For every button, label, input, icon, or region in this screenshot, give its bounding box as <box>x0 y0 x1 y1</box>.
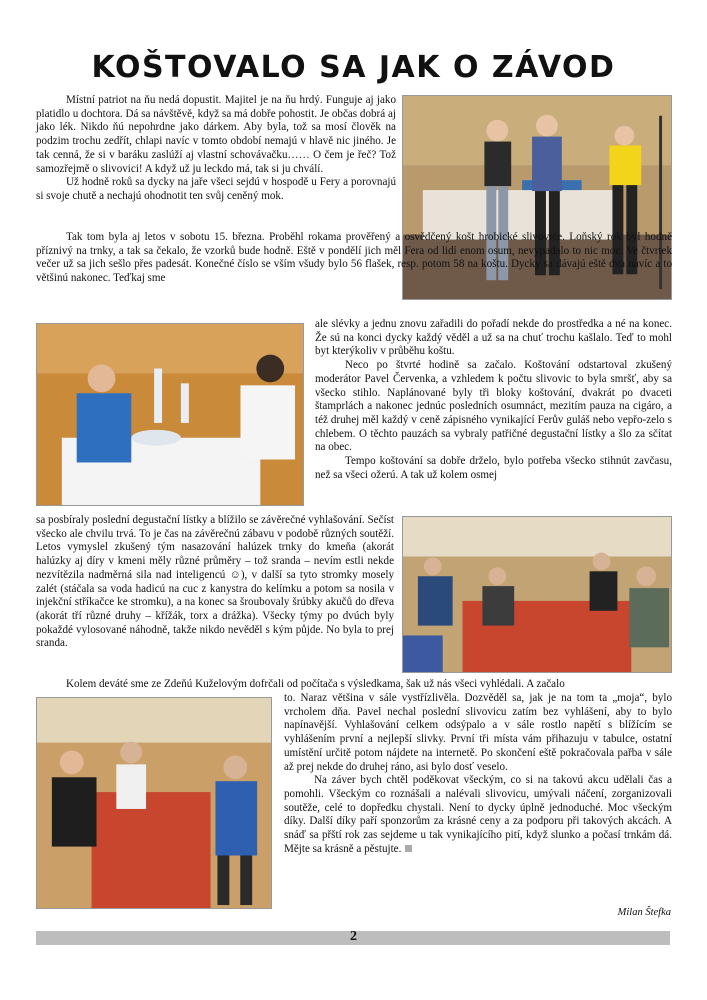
text-block-f <box>284 692 672 856</box>
photo-tasting-table <box>36 323 304 506</box>
text-block-e <box>36 678 672 692</box>
paragraph <box>284 774 672 856</box>
end-mark-icon <box>405 845 412 852</box>
text-block-d <box>36 514 394 651</box>
text-block-a <box>36 94 396 204</box>
paragraph: Tak tom byla aj letos v sobotu 15. března. Proběhl rokama prověřený a osvědčený košt hrobické slivovice. Loňský rok byl hodně příznivý na trnky, a tak sa čekalo, že vzorků bude hodně. Eště v pondělí jich měl Fera od lidí enom osum, nevypadalo to nic moc. Ve čtvrtek večer už sa jich sešlo přes padesát. Konečné číslo se vším všudy bylo 56 flašek, resp. potom 58 na koštu. Dycky sa dávajú eště dva navíc a to většinú nakonec. Teďkaj sme <box>36 231 672 285</box>
paragraph: Neco po štvrté hodině sa začalo. Koštování odstartoval zkušený moderátor Pavel Červenka, a vzhledem k počtu slivovic to byla smršť, aby sa všecko stihlo. Naplánované byly tři bloky koštování, dvakrát po dvaceti štamprlách a nakonec jednúc posledních osumnáct, mezitím pauza na cigáro, a též druhej měl každý v ceně zápisného vynikající Ferův guláš nebo vepřo-zelo s chlebem. O těchto pauzách sa vybraly patřičné degustační lístky a šlo za sčítat na obec. <box>315 359 672 454</box>
paragraph: Tempo koštování sa dobře drželo, bylo potřeba všecko stihnút zavčasu, než sa všeci ožerú. A tak už kolem osmej <box>315 455 672 481</box>
text-block-c <box>315 318 672 482</box>
paragraph: to. Naraz většina v sále vystřízlivěla. Dozvěděl sa, jak je na tom ta „moja“, bylo vrcholem dňa. Pavel nechal poslední slivovicu zatím bez vyhlášení, aby to bylo napínavější. Vyhlašování celkem odsýpalo a v sále rostlo napětí s blížícím se vyhlášením první a nejlepší slivky. První tři místa vám přihazuju v tabulce, ostatní umístění určitě potom nájdete na internetě. Po skončení eště pokračovala pařba v sále až prej nekde do druhej ráno, asi bylo dosť veselo. <box>284 692 672 773</box>
paragraph: Kolem deváté sme ze Zdeňú Kuželovým dofrčali od počítača s výsledkama, šak už nás všeci vyhlédali. A začalo <box>66 678 565 690</box>
paragraph: Místní patriot na ňu nedá dopustit. Majitel je na ňu hrdý. Funguje aj jako platidlo u dochtora. Dá sa návštěvě, když sa má dobře pohostit. Je občas dobrá aj jako lék. Nikdo ňú nepohrdne jako dárkem. Aby byla, tož sa mosí člověk na podzim trochu zedřít, chlapi navíc v tomto období nemajú v hlavě nic jiného. Je tak cenná, že si v baráku zaslúží aj vlastní schovávačku…… O čem je řeč? Tož samozřejmě o slivovici! A když už ju leckdo má, tak si ju chválí. <box>36 94 396 175</box>
paragraph: Už hodně roků sa dycky na jaře všeci sejdú v hospodě u Fery a porovnajú si svoje chutě a nechajú ohodnotit ten svůj ceněný mok. <box>36 176 396 202</box>
article-title: KOŠTOVALO SA JAK O ZÁVOD <box>91 50 616 85</box>
page-number: 2 <box>350 929 357 944</box>
text-block-b <box>36 231 672 286</box>
paragraph: ale slévky a jednu znovu zařadili do pořadí nekde do prostředka a né na konec. Že sú na konci dycky každý věděl a už sa na chuť trochu kašlalo. Teď to mohl byt kterýkoliv v průběhu koštu. <box>315 318 672 358</box>
photo-celebrating-men <box>36 697 272 909</box>
photo-hall-guests <box>402 516 672 673</box>
paragraph: sa posbíraly poslední degustační lístky a blížilo se závěrečné vyhlašování. Sečíst všecko ale chvilu trvá. To je čas na závěrečnú zábavu v podobě různých soutěží. Letos vymyslel zkušený tým nasazování halúzek trnky do kmeňa (akorát halúzky aj díry v kmeni měly různé průměry – tož sranda – nevím estli nekde nezvítězila nadměrná sila nad inteligencú ☺), v další sa tyto stromky mosely zalét (stáčala sa voda hadicú na cuc z kanystra do kelímku a potom sa nosila v injekční stříkačce ke stromku), a na konec sa šroubovaly šrúbky akučů do dřeva (akorát tří různé druhy – křížák, torx a drážka). Všecky týmy po dvúch byly pokaždé vylosované náhodně, takže nikdo nevěděl s kým půjde. No byla to prej sranda. <box>36 514 394 650</box>
author-signature: Milan Štefka <box>617 907 671 918</box>
paragraph-text: Na záver bych chtěl poděkovat všeckým, co si na takovú akcu udělali čas a pomohli. Všeckým co roznášali a nalévali slivovicu, umývali náčení, zorganizovali soutěže, celé to dopředku chystali. Není to dycky úplně jednoduché. Moc všeckým díky. Další díky paří sponzorům za krásné ceny a za podporu při takových akcách. A snáď sa přští rok zas sejdeme u tak vynikajícího pití, když slunko a počasí trnkám dá. Mějte sa krásně a pěstujte. <box>284 774 672 855</box>
